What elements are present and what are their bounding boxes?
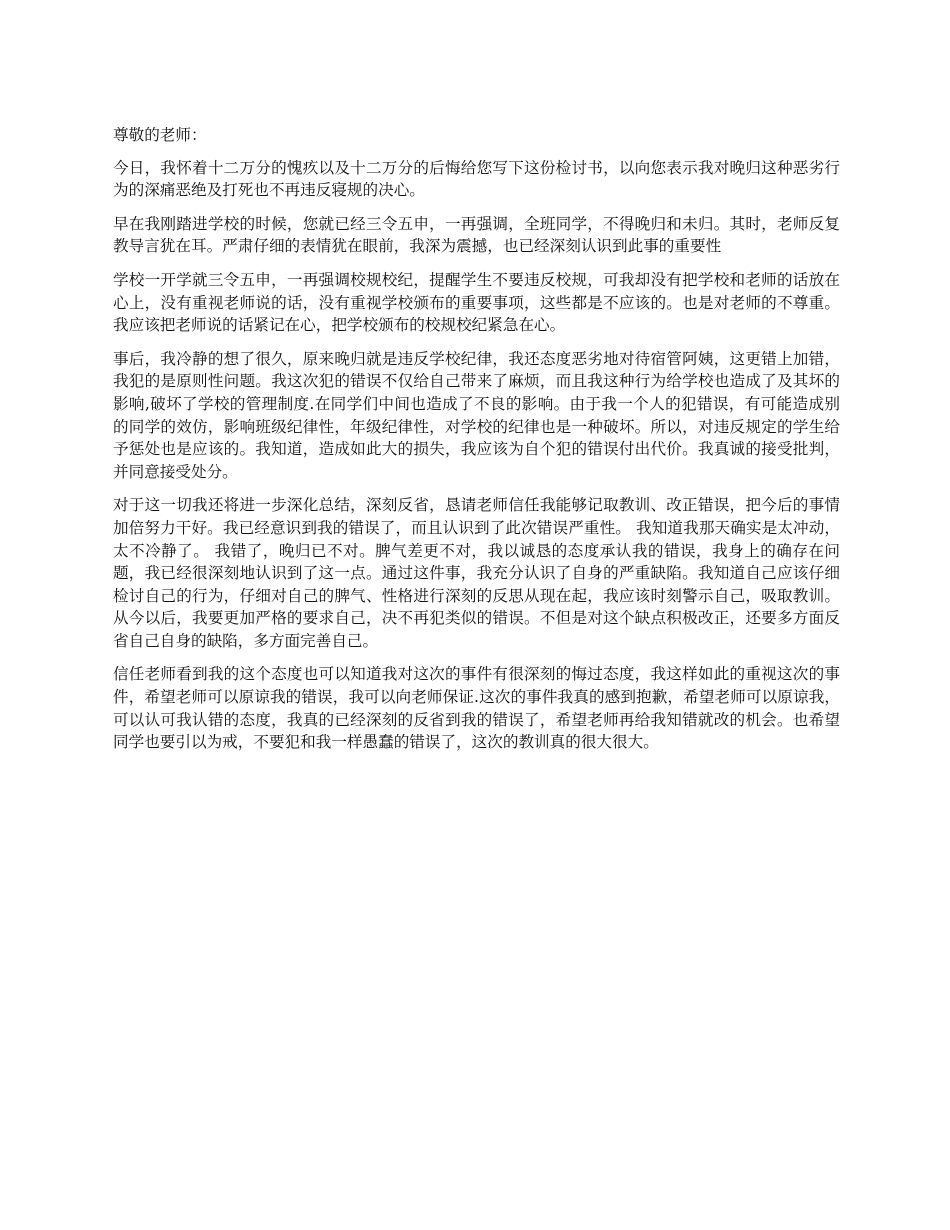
- letter-paragraph-2: 早在我刚踏进学校的时候，您就已经三令五申，一再强调，全班同学，不得晚归和未归。其时，老师反复教导言犹在耳。严肃仔细的表情犹在眼前，我深为震撼，也已经深刻认识到此事的重要性: [113, 214, 840, 256]
- letter-paragraph-3: 学校一开学就三令五申，一再强调校规校纪，提醒学生不要违反校规，可我却没有把学校和老师的话放在心上，没有重视老师说的话，没有重视学校颁布的重要事项，这些都是不应该的。也是对老师的不尊重。我应该把老师说的话紧记在心，把学校颁布的校规校纪紧急在心。: [113, 270, 840, 335]
- letter-paragraph-1: 今日，我怀着十二万分的愧疚以及十二万分的后悔给您写下这份检讨书，以向您表示我对晚归这种恶劣行为的深痛恶绝及打死也不再违反寝规的决心。: [113, 158, 840, 200]
- letter-paragraph-4: 事后，我冷静的想了很久，原来晚归就是违反学校纪律，我还态度恶劣地对待宿管阿姨，这更错上加错，我犯的是原则性问题。我这次犯的错误不仅给自己带来了麻烦，而且我这种行为给学校也造成了及其坏的影响,破坏了学校的管理制度.在同学们中间也造成了不良的影响。由于我一个人的犯错误，有可能造成别的同学的效仿，影响班级纪律性，年级纪律性，对学校的纪律也是一种破坏。所以，对违反规定的学生给予惩处也是应该的。我知道，造成如此大的损失，我应该为自个犯的错误付出代价。我真诚的接受批判，并同意接受处分。: [113, 349, 840, 481]
- letter-body: [113, 124, 840, 765]
- letter-greeting: 尊敬的老师：: [113, 126, 207, 144]
- letter-paragraph-6: 信任老师看到我的这个态度也可以知道我对这次的事件有很深刻的悔过态度，我这样如此的重视这次的事件，希望老师可以原谅我的错误，我可以向老师保证.这次的事件我真的感到抱歉，希望老师可以原谅我，可以认可我认错的态度，我真的已经深刻的反省到我的错误了，希望老师再给我知错就改的机会。也希望同学也要引以为戒，不要犯和我一样愚蠢的错误了，这次的教训真的很大很大。: [113, 665, 840, 752]
- letter-paragraph-5: 对于这一切我还将进一步深化总结，深刻反省，恳请老师信任我能够记取教训、改正错误，把今后的事情加倍努力干好。我已经意识到我的错误了，而且认识到了此次错误严重性。 我知道我那天确实是太冲动，太不冷静了。 我错了，晚归已不对。脾气差更不对，我以诚恳的态度承认我的错误，我身上的确存在问题，我已经很深刻地认识到了这一点。通过这件事，我充分认识了自身的严重缺陷。我知道自己应该仔细检讨自己的行为，仔细对自己的脾气、性格进行深刻的反思从现在起，我应该时刻警示自己，吸取教训。从今以后，我要更加严格的要求自己，决不再犯类似的错误。不但是对这个缺点积极改正，还要多方面反省自己自身的缺陷，多方面完善自己。: [113, 496, 840, 650]
